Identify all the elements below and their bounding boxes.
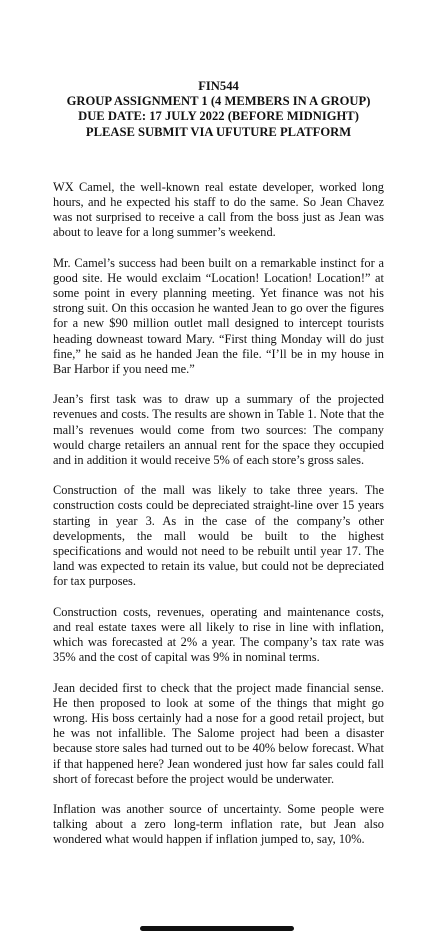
assignment-title: GROUP ASSIGNMENT 1 (4 MEMBERS IN A GROUP) [66,94,371,109]
paragraph-4: Construction of the mall was likely to take three years. The construction costs could be depreciated straight-line over 15 years starting in year 3. As in the case of the company’s other developments, the mall would be built to the highest specifications and would not need to be rebuilt until year 17. The land was expected to retain its value, but could not be depreciated for tax purposes. [53,483,384,589]
paragraph-7: Inflation was another source of uncertainty. Some people were talking about a zero long-term inflation rate, but Jean also wondered what would happen if inflation jumped to, say, 10%. [53,801,384,847]
document-page [53,79,384,863]
home-indicator[interactable] [140,926,294,931]
document-header [53,79,384,140]
paragraph-5: Construction costs, revenues, operating and maintenance costs, and real estate taxes were all likely to rise in line with inflation, which was forecasted at 2% a year. The company’s tax rate was 35% and the cost of capital was 9% in nominal terms. [53,604,384,665]
paragraph-1: WX Camel, the well-known real estate developer, worked long hours, and he expected his staff to do the same. So Jean Chavez was not surprised to receive a call from the boss just as Jean was about to leave for a long summer’s weekend. [53,179,384,240]
paragraph-2: Mr. Camel’s success had been built on a remarkable instinct for a good site. He would exclaim “Location! Location! Location!” at some point in every planning meeting. Yet finance was not his strong suit. On this occasion he wanted Jean to go over the figures for a new $90 million outlet mall designed to intercept tourists heading downeast toward Mary. “First thing Monday will do just fine,” he said as he handed Jean the file. “I’ll be in my house in Bar Harbor if you need me.” [53,255,384,377]
submission-instruction: PLEASE SUBMIT VIA UFUTURE PLATFORM [85,124,352,139]
paragraph-6: Jean decided first to check that the project made financial sense. He then proposed to look at some of the things that might go wrong. His boss certainly had a nose for a good retail project, but he was not infallible. The Salome project had been a disaster because store sales had turned out to be 40% below forecast. What if that happened here? Jean wondered just how far sales could fall short of forecast before the project would be underwater. [53,680,384,786]
course-code: FIN544 [198,79,239,93]
paragraph-3: Jean’s first task was to draw up a summary of the projected revenues and costs. The results are shown in Table 1. Note that the mall’s revenues would come from two sources: The company would charge retailers an annual rent for the space they occupied and in addition it would receive 5% of each store’s gross sales. [53,392,384,468]
due-date: DUE DATE: 17 JULY 2022 (BEFORE MIDNIGHT) [78,109,359,124]
document-body [53,180,384,848]
